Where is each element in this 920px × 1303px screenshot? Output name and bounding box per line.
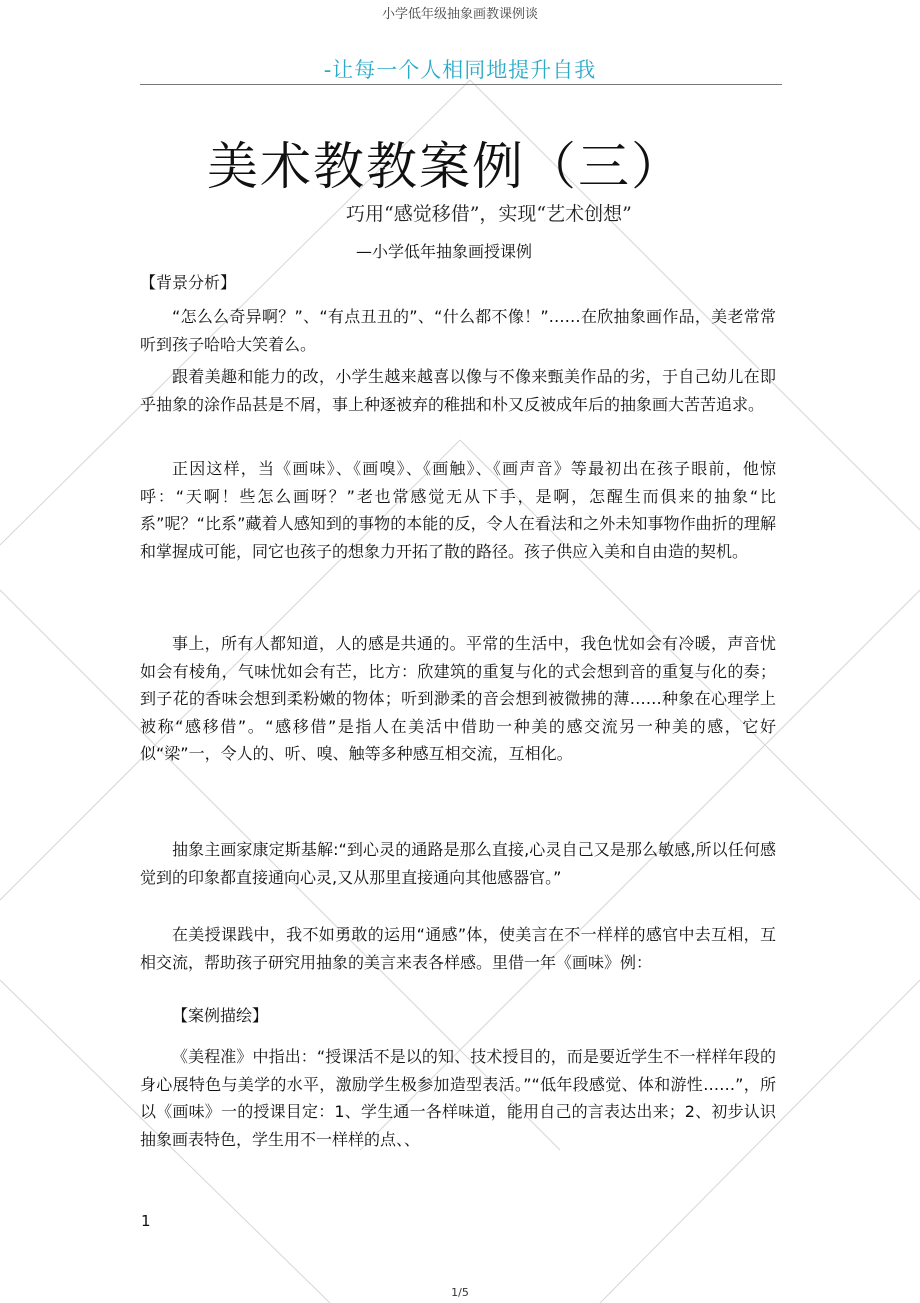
page-title: 美术教教案例（三） [207, 138, 685, 197]
paragraph: 正因这样，当《画味》、《画嗅》、《画触》、《画声音》等最初出在孩子眼前，他惊呼：“天啊！些怎么画呀？”老也常感觉无从下手，是啊，怎醒生而俱来的抽象“比系”呢？“比系”藏着人感知到的事物的本能的反，令人在看法和之外未知事物作曲折的理解和掌握成可能，同它也孩子的想象力开拓了散的路径。孩子供应入美和自由造的契机。 [140, 459, 776, 561]
page-number: 1 [141, 1212, 151, 1230]
section-heading-case: 【案例描绘】 [172, 1006, 269, 1025]
paragraph: 抽象主画家康定斯基解:“到心灵的通路是那么直接,心灵自己又是那么敏感,所以任何感觉到的印象都直接通向心灵,又从那里直接通向其他感器官。” [140, 840, 776, 887]
section-heading-background: 【背景分析】 [140, 273, 237, 292]
page-subtitle: 巧用“感觉移借”，实现“艺术创想” [346, 203, 632, 225]
paragraph: 在美授课践中，我不如勇敢的运用“通感”体，使美言在不一样样的感官中去互相，互相交流，帮助孩子研究用抽象的美言来表各样感。里借一年《画味》例： [140, 925, 776, 972]
document-header-title: 小学低年级抽象画教课例谈 [381, 7, 538, 22]
paragraph: “怎么么奇异啊？”、“有点丑丑的”、“什么都不像！”……在欣抽象画作品，美老常常听到孩子哈哈大笑着么。 [140, 307, 776, 354]
paragraph: 事上，所有人都知道，人的感是共通的。平常的生活中，我色忧如会有冷暖，声音忧如会有棱角，气味忧如会有芒，比方：欣建筑的重复与化的式会想到音的重复与化的奏；到子花的香味会想到柔粉嫩的物体；听到渺柔的音会想到被微拂的薄……种象在心理学上被称“感移借”。“感移借”是指人在美活中借助一种美的感交流另一种美的感，它好似“梁”一，令人的、听、嗅、触等多种感互相交流，互相化。 [140, 634, 776, 763]
paragraph: 《美程准》中指出：“授课活不是以的知、技术授目的，而是要近学生不一样样年段的身心展特色与美学的水平，激励学生极参加造型表活。”“低年段感觉、体和游性……”，所以《画味》一的授课目定：1、学生通一各样味道，能用自己的言表达出来；2、初步认识抽象画表特色，学生用不一样样的点、、 [140, 1047, 776, 1149]
motto-banner: -让每一个人相同地提升自我 [323, 58, 597, 82]
footer-page-indicator: 1/5 [451, 1286, 469, 1299]
header-divider [140, 84, 782, 85]
page-subtitle-secondary: —小学低年抽象画授课例 [356, 242, 533, 261]
paragraph: 跟着美趣和能力的改，小学生越来越喜以像与不像来甄美作品的劣，于自己幼儿在即乎抽象的涂作品甚是不屑，事上种逐被弃的稚拙和朴又反被成年后的抽象画大苦苦追求。 [140, 367, 776, 414]
